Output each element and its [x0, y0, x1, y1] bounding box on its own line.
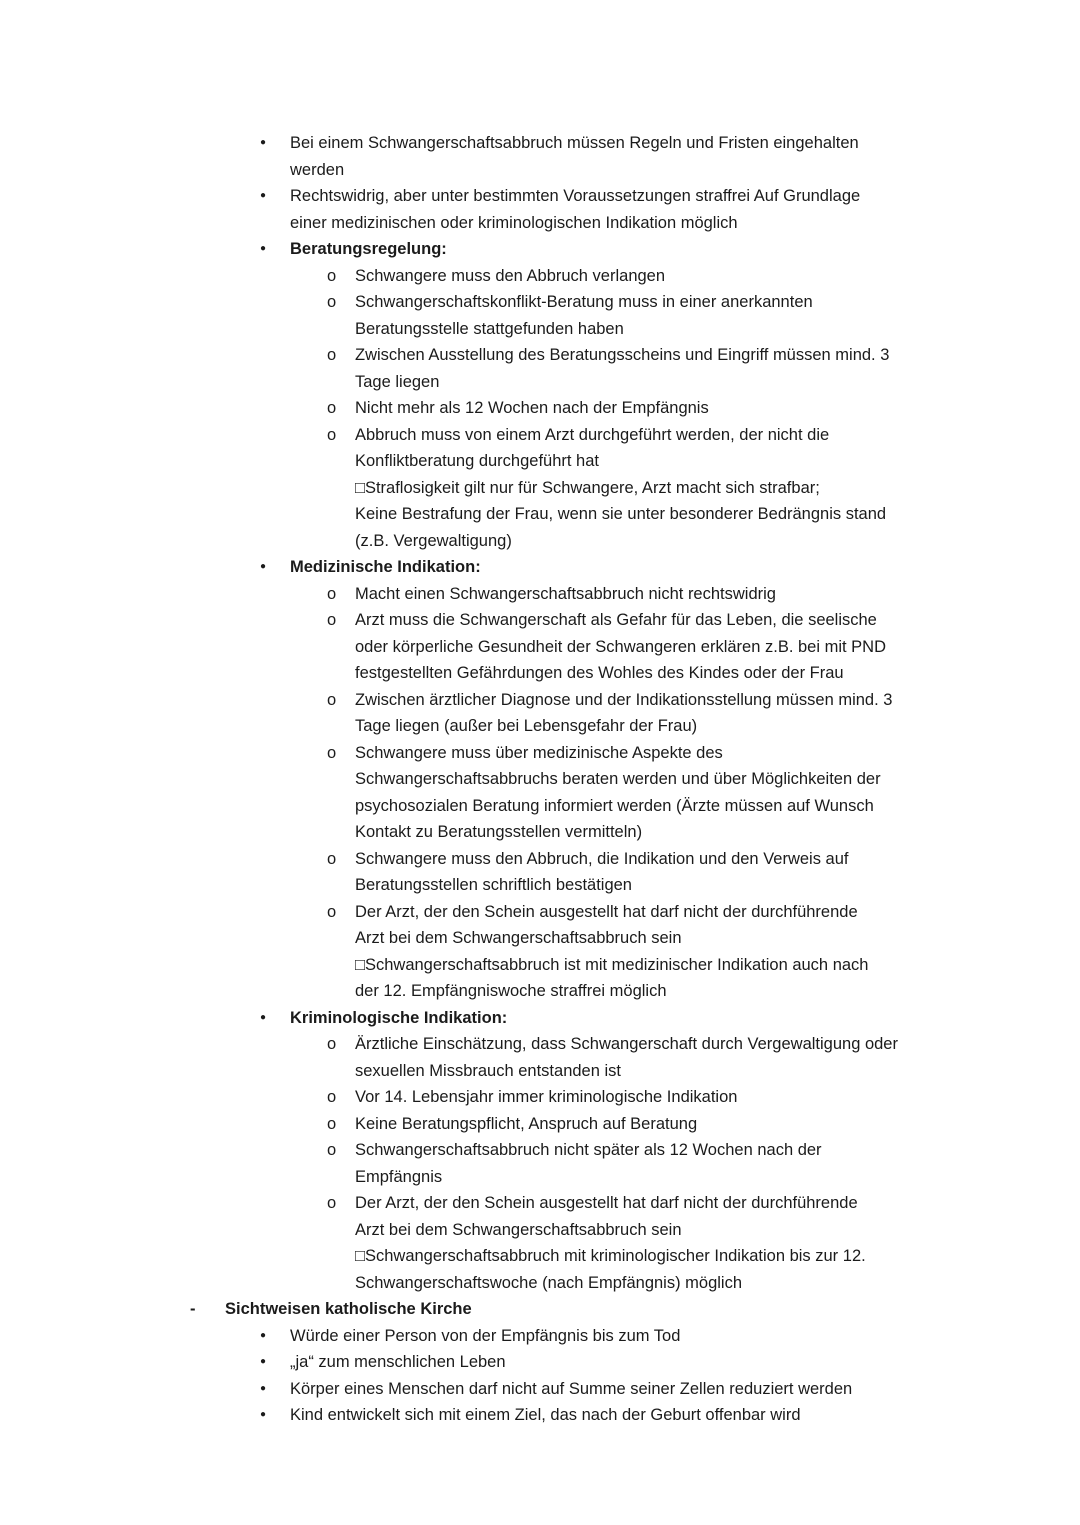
text-line: „ja“ zum menschlichen Leben: [290, 1353, 506, 1371]
list-item: [0, 1402, 1080, 1429]
list-item: [0, 1190, 1080, 1296]
text-line: Keine Beratungspflicht, Anspruch auf Beratung: [355, 1114, 698, 1133]
list-item-text: [355, 581, 1035, 608]
text-line: Schwangere muss den Abbruch verlangen: [355, 266, 666, 285]
list-item-text: [355, 289, 1035, 342]
text-line: (z.B. Vergewaltigung): [355, 531, 512, 550]
list-item: [0, 687, 1080, 740]
list-item: [0, 289, 1080, 342]
list-item-text: [355, 263, 1035, 290]
list-item: [0, 607, 1080, 687]
text-line: Körper eines Menschen darf nicht auf Summe seiner Zellen reduziert werden: [290, 1379, 853, 1398]
text-line: Beratungsstelle stattgefunden haben: [355, 319, 624, 338]
list-item: [0, 1084, 1080, 1111]
text-line: Schwangerschaftsabbruch nicht später als 12 Wochen nach der: [355, 1141, 822, 1159]
list-item: [0, 740, 1080, 846]
list-item-text: [355, 687, 1035, 740]
text-line: Abbruch muss von einem Arzt durchgeführt werden, der nicht die: [355, 425, 830, 444]
text-line: Medizinische Indikation:: [290, 558, 481, 576]
text-line: oder körperliche Gesundheit der Schwangeren erklären z.B. bei mit PND: [355, 637, 887, 656]
list-item-text: [290, 236, 970, 263]
text-line: Bei einem Schwangerschaftsabbruch müssen Regeln und Fristen eingehalten: [290, 134, 859, 152]
text-line: Kriminologische Indikation:: [290, 1008, 508, 1027]
document-body: [0, 130, 1080, 1429]
list-item-text: [355, 1190, 1035, 1296]
list-item-text: [225, 1296, 905, 1323]
bullet-marker: ●: [260, 243, 267, 254]
list-item: [0, 263, 1080, 290]
bullet-marker: ●: [260, 1356, 267, 1367]
bullet-marker: ●: [260, 137, 267, 148]
text-line: Tage liegen: [355, 372, 440, 391]
list-item: [0, 1005, 1080, 1032]
note-line: □Schwangerschaftsabbruch ist mit medizinischer Indikation auch nach: [355, 955, 869, 974]
list-item-text: [355, 740, 1035, 846]
sub-bullet-marker: o: [327, 1088, 337, 1106]
bullet-marker: ●: [260, 1382, 267, 1394]
list-item-text: [355, 607, 1035, 687]
text-line: Kontakt zu Beratungsstellen vermitteln): [355, 823, 643, 841]
sub-bullet-marker: o: [327, 902, 337, 921]
text-line: Schwangerschaftsabbruchs beraten werden und über Möglichkeiten der: [355, 770, 881, 788]
list-item-text: [290, 1402, 970, 1429]
text-line: festgestellten Gefährdungen des Wohles des Kindes oder der Frau: [355, 664, 844, 682]
list-item: [0, 1376, 1080, 1403]
text-line: sexuellen Missbrauch entstanden ist: [355, 1061, 621, 1080]
text-line: Beratungsregelung:: [290, 240, 447, 258]
sub-bullet-marker: o: [327, 1035, 337, 1053]
list-item: [0, 581, 1080, 608]
sub-bullet-marker: o: [327, 743, 337, 762]
list-item-text: [290, 554, 970, 581]
text-line: Zwischen Ausstellung des Beratungsscheins und Eingriff müssen mind. 3: [355, 346, 890, 364]
list-item: [0, 1323, 1080, 1350]
note-line: □Schwangerschaftsabbruch mit kriminologischer Indikation bis zur 12.: [355, 1247, 866, 1265]
text-line: Rechtswidrig, aber unter bestimmten Voraussetzungen straffrei Auf Grundlage: [290, 187, 861, 205]
text-line: Der Arzt, der den Schein ausgestellt hat darf nicht der durchführende: [355, 902, 858, 921]
list-item: [0, 342, 1080, 395]
bullet-marker: ●: [260, 561, 267, 572]
sub-bullet-marker: o: [327, 399, 337, 417]
list-item: [0, 183, 1080, 236]
text-line: Schwangere muss über medizinische Aspekte des: [355, 743, 723, 762]
list-item: [0, 236, 1080, 263]
sub-bullet-marker: o: [327, 293, 337, 311]
list-item-text: [290, 130, 970, 183]
text-line: Arzt muss die Schwangerschaft als Gefahr für das Leben, die seelische: [355, 611, 877, 629]
text-line: einer medizinischen oder kriminologischen Indikation möglich: [290, 213, 738, 232]
bullet-marker: ●: [260, 1011, 267, 1023]
text-line: Der Arzt, der den Schein ausgestellt hat darf nicht der durchführende: [355, 1194, 858, 1212]
list-item-text: [290, 1349, 970, 1376]
text-line: Arzt bei dem Schwangerschaftsabbruch sein: [355, 929, 682, 947]
list-item-text: [355, 422, 1035, 555]
text-line: Sichtweisen katholische Kirche: [225, 1300, 472, 1318]
bullet-marker: ●: [260, 190, 267, 201]
list-item-text: [355, 395, 1035, 422]
sub-bullet-marker: o: [327, 849, 337, 868]
sub-bullet-marker: o: [327, 266, 337, 285]
sub-bullet-marker: o: [327, 611, 337, 629]
list-item-text: [355, 1111, 1035, 1138]
list-item: [0, 846, 1080, 899]
list-item-text: [355, 1137, 1035, 1190]
bullet-marker: ●: [260, 1409, 267, 1420]
list-item: [0, 1296, 1080, 1323]
sub-bullet-marker: o: [327, 425, 337, 444]
text-line: Schwangere muss den Abbruch, die Indikation und den Verweis auf: [355, 849, 849, 868]
sub-bullet-marker: o: [327, 346, 337, 364]
text-line: werden: [290, 160, 345, 179]
sub-bullet-marker: o: [327, 1194, 337, 1212]
text-line: Tage liegen (außer bei Lebensgefahr der Frau): [355, 717, 698, 735]
list-item-text: [355, 1031, 1035, 1084]
text-line: Nicht mehr als 12 Wochen nach der Empfängnis: [355, 399, 709, 417]
list-item-text: [355, 1084, 1035, 1111]
list-item-text: [355, 342, 1035, 395]
list-item: [0, 130, 1080, 183]
text-line: Macht einen Schwangerschaftsabbruch nicht rechtswidrig: [355, 584, 776, 603]
text-line: Schwangerschaftskonflikt-Beratung muss in einer anerkannten: [355, 293, 813, 311]
note-line: □Straflosigkeit gilt nur für Schwangere, Arzt macht sich strafbar;: [355, 478, 820, 497]
text-line: Zwischen ärztlicher Diagnose und der Indikationsstellung müssen mind. 3: [355, 690, 893, 709]
text-line: Konfliktberatung durchgeführt hat: [355, 452, 599, 470]
text-line: Ärztliche Einschätzung, dass Schwangerschaft durch Vergewaltigung oder: [355, 1035, 898, 1053]
list-item-text: [290, 1005, 970, 1032]
list-item-text: [290, 183, 970, 236]
sub-bullet-marker: o: [327, 690, 337, 709]
text-line: Empfängnis: [355, 1167, 443, 1186]
text-line: Kind entwickelt sich mit einem Ziel, das nach der Geburt offenbar wird: [290, 1406, 801, 1424]
text-line: Keine Bestrafung der Frau, wenn sie unter besonderer Bedrängnis stand: [355, 505, 887, 523]
bullet-marker: ●: [260, 1329, 267, 1341]
list-item: [0, 899, 1080, 1005]
list-item-text: [290, 1323, 970, 1350]
dash-marker: -: [190, 1300, 196, 1318]
list-item-text: [355, 899, 1035, 1005]
sub-bullet-marker: o: [327, 1141, 337, 1159]
list-item: [0, 422, 1080, 555]
text-line: Beratungsstellen schriftlich bestätigen: [355, 876, 632, 894]
sub-bullet-marker: o: [327, 584, 337, 603]
text-line: Arzt bei dem Schwangerschaftsabbruch sein: [355, 1220, 682, 1239]
text-line: psychosozialen Beratung informiert werden (Ärzte müssen auf Wunsch: [355, 796, 874, 815]
text-line: Vor 14. Lebensjahr immer kriminologische Indikation: [355, 1088, 738, 1106]
list-item-text: [355, 846, 1035, 899]
text-line: Schwangerschaftswoche (nach Empfängnis) möglich: [355, 1273, 743, 1292]
list-item: [0, 1137, 1080, 1190]
text-line: Würde einer Person von der Empfängnis bis zum Tod: [290, 1326, 681, 1345]
list-item: [0, 1031, 1080, 1084]
sub-bullet-marker: o: [327, 1114, 337, 1133]
list-item: [0, 395, 1080, 422]
list-item-text: [290, 1376, 970, 1403]
list-item: [0, 554, 1080, 581]
list-item: [0, 1349, 1080, 1376]
text-line: der 12. Empfängniswoche straffrei möglich: [355, 982, 667, 1000]
list-item: [0, 1111, 1080, 1138]
